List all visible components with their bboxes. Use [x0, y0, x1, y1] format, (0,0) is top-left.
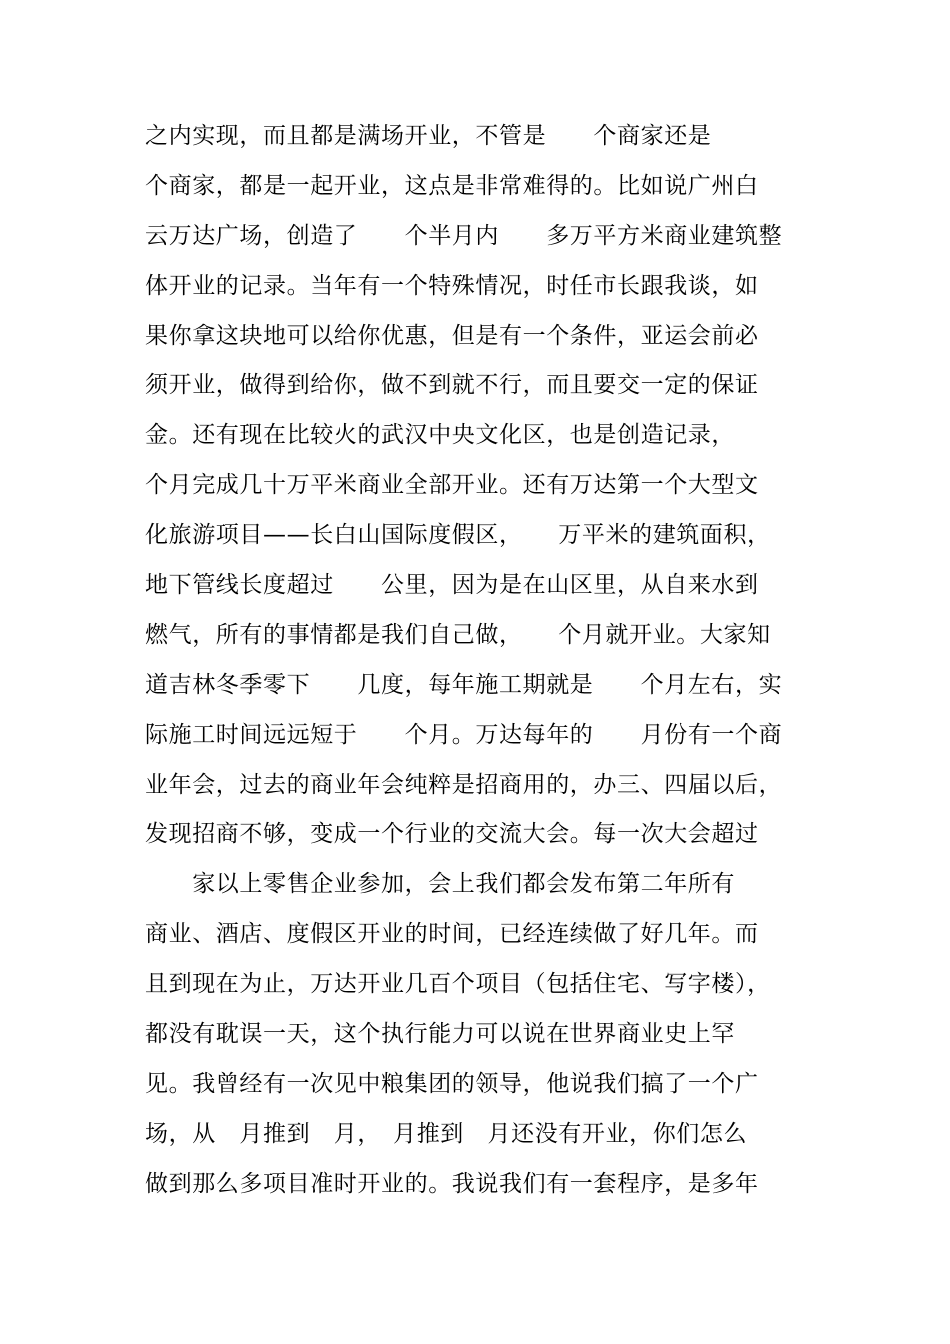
- text-line: 燃气，所有的事情都是我们自己做， 个月就开业。大家知: [145, 621, 771, 648]
- text-line: 之内实现，而且都是满场开业，不管是 个商家还是: [145, 123, 712, 149]
- text-line: 须开业，做得到给你，做不到就不行，而且要交一定的保证: [145, 372, 759, 399]
- text-line: 体开业的记录。当年有一个特殊情况，时任市长跟我谈，如: [145, 272, 759, 299]
- text-line: 做到那么多项目准时开业的。我说我们有一套程序，是多年: [145, 1170, 759, 1197]
- text-line: 且到现在为止，万达开业几百个项目（包括住宅、写字楼），: [145, 971, 771, 998]
- text-line: 个商家，都是一起开业，这点是非常难得的。比如说广州白: [145, 172, 759, 199]
- body-text: [145, 112, 825, 1210]
- text-line: 果你拿这块地可以给你优惠，但是有一个条件，亚运会前必: [145, 322, 759, 349]
- text-line: 家以上零售企业参加，会上我们都会发布第二年所有: [145, 871, 735, 898]
- text-line: 发现招商不够，变成一个行业的交流大会。每一次大会超过: [145, 821, 759, 848]
- text-line: 化旅游项目——长白山国际度假区， 万平米的建筑面积，: [145, 522, 771, 549]
- text-line: 都没有耽误一天，这个执行能力可以说在世界商业史上罕: [145, 1021, 735, 1048]
- text-line: 商业、酒店、度假区开业的时间，已经连续做了好几年。而: [145, 921, 759, 948]
- text-line: 个月完成几十万平米商业全部开业。还有万达第一个大型文: [145, 472, 759, 499]
- text-line: 地下管线长度超过 公里，因为是在山区里，从自来水到: [145, 572, 759, 599]
- text-line: 云万达广场，创造了 个半月内 多万平方米商业建筑整: [145, 222, 783, 249]
- text-line: 场，从 月推到 月， 月推到 月还没有开业，你们怎么: [145, 1120, 748, 1147]
- text-line: 见。我曾经有一次见中粮集团的领导，他说我们搞了一个广: [145, 1070, 759, 1097]
- text-line: 际施工时间远远短于 个月。万达每年的 月份有一个商: [145, 721, 783, 748]
- text-line: 道吉林冬季零下 几度，每年施工期就是 个月左右，实: [145, 671, 783, 698]
- text-line: 金。还有现在比较火的武汉中央文化区，也是创造记录，: [145, 422, 735, 449]
- text-line: 业年会，过去的商业年会纯粹是招商用的，办三、四届以后，: [145, 771, 783, 798]
